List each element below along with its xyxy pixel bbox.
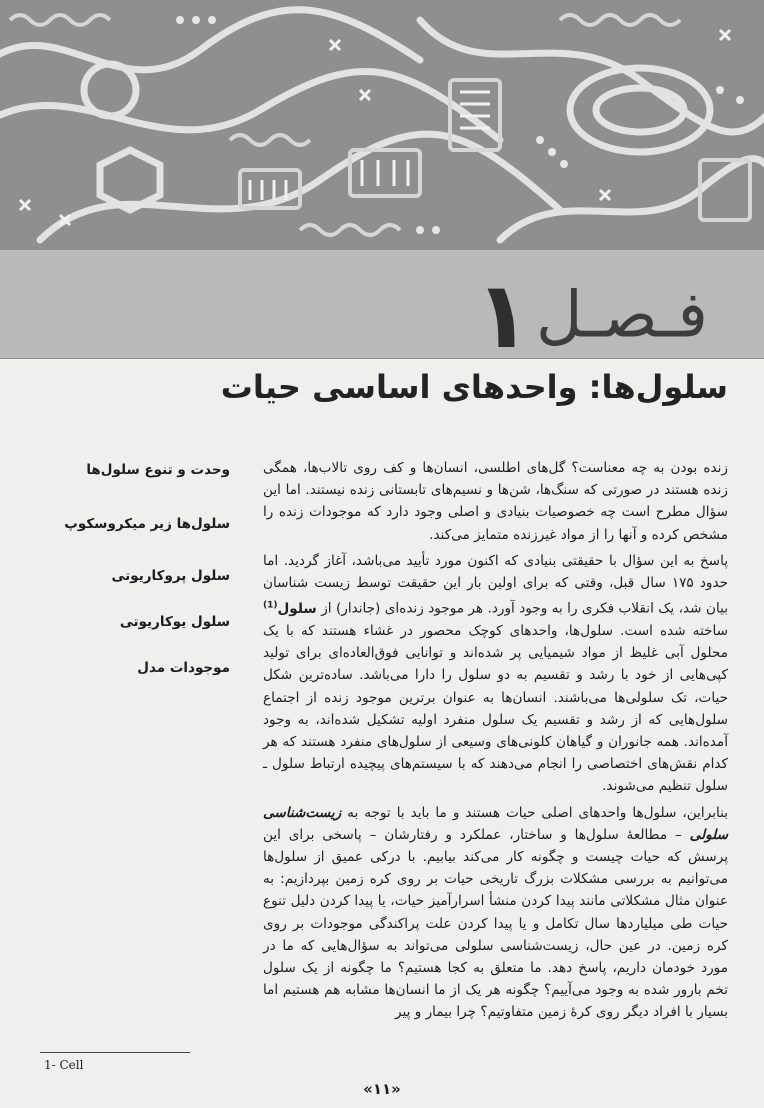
keyword-cell-text: سلول	[277, 600, 317, 617]
topic-microscope: سلول‌ها زیر میکروسکوپ	[64, 516, 230, 532]
topic-unity-diversity: وحدت و تنوع سلول‌ها	[86, 462, 230, 478]
paragraph-3	[263, 802, 728, 1024]
topic-eukaryotic: سلول یوکاریوتی	[119, 614, 230, 630]
keyword-cell	[263, 601, 317, 617]
page-number: «۱۱»	[363, 1080, 401, 1098]
chapter-number: ۱	[474, 262, 531, 369]
footnote: 1- Cell	[44, 1058, 84, 1072]
paragraph-1: زنده بودن به چه معناست؟ گل‌های اطلسی، انسان‌ها و کف روی تالاب‌ها، همگی زنده هستند در صورتی که سنگ‌ها، شن‌ها و نسیم‌های تابستانی زنده نیستند. اما این سؤال مطرح است چه خصوصیات بنیادی و اصلی وجود دارد که موجودات زنده را مشخص کرده و آنها را از مواد غیرزنده متمایز می‌کند.	[263, 460, 728, 543]
paragraph-3-start: بنابراین، سلول‌ها واحدهای اصلی حیات هستند و ما باید با توجه به	[347, 804, 729, 821]
chapter-heading	[447, 262, 708, 369]
paragraph-2-start: پاسخ به این سؤال با حقیقتی بنیادی که اکنون مورد تأیید می‌باشد، آغاز گردید. اما حدود ۱۷۵ سال قبل، وقتی که برای اولین بار این حقیقت توسط زیست شناسان بیان شد، یک انقلاب فکری را به وجود آورد. هر موجود زنده‌ای (جاندار) از	[263, 552, 728, 617]
footnote-divider	[40, 1052, 190, 1053]
chapter-word: فـصـل	[535, 278, 708, 353]
paragraph-3-rest: – مطالعهٔ سلول‌ها و ساختار، عملکرد و رفتارشان – پاسخی برای این پرسش که حیات چیست و چگونه کار می‌کند بیابیم. با درکی عمیق از سلول‌ها می‌توانیم به بررسی مشکلات بزرگ تاریخی حیات بر روی کره زمین بپردازیم: به عنوان مثال مشکلاتی مانند پیدا کردن منشأ اسرارآمیز حیات، یا پیدا کردن دلیل تنوع حیات طی میلیاردها سال تکامل و یا پیدا کردن علت پراکندگی موجودات بر روی کره زمین. در عین حال، زیست‌شناسی سلولی می‌تواند به سؤال‌هایی که ما در مورد خودمان داریم، پاسخ دهد. ما متعلق به کجا هستیم؟ ما چگونه از یک سلول تخم بارور شده به وجود می‌آییم؟ چگونه هر یک از ما انسان‌ها مشابه هم هستیم اما بسیار با افراد دیگر روی کرهٔ زمین متفاوتیم؟ چرا بیمار و پیر	[263, 826, 728, 1021]
paragraph-2-rest: ساخته شده است. سلول‌ها، واحدهای کوچک محصور در غشاء هستند که با یک محلول آبی غلیظ از مواد شیمیایی پر شده‌اند و توانایی فوق‌العاده‌ای برای تولید کپی‌هایی از خود با رشد و تقسیم به دو سلول را دارا می‌باشد. ساده‌ترین شکل حیات، تک سلولی‌ها می‌باشند. انسان‌ها به عنوان برترین موجود زنده از اجتماع سلول‌هایی که از رشد و تقسیم یک سلول منفرد اولیه تشکیل شده‌اند، به وجود آمده‌اند. همه جانوران و گیاهان کلونی‌های وسیعی از سلول‌های منفرد هستند که هر کدام نقش‌های اختصاصی را انجام می‌دهند که با سیستم‌های پیچیده ارتباط سلول ـ سلول تنظیم می‌شوند.	[263, 622, 728, 795]
footnote-marker: (1)	[263, 600, 278, 611]
topic-prokaryotic: سلول پروکاریوتی	[111, 568, 230, 584]
decorative-pattern-banner	[0, 0, 764, 250]
topic-model-organisms: موجودات مدل	[137, 660, 230, 676]
paragraph-2	[263, 550, 728, 798]
term-cell-biology: زیست‌شناسی سلولی	[263, 804, 729, 843]
body-text	[263, 457, 728, 1028]
chapter-title: سلول‌ها: واحدهای اساسی حیات	[220, 368, 728, 406]
